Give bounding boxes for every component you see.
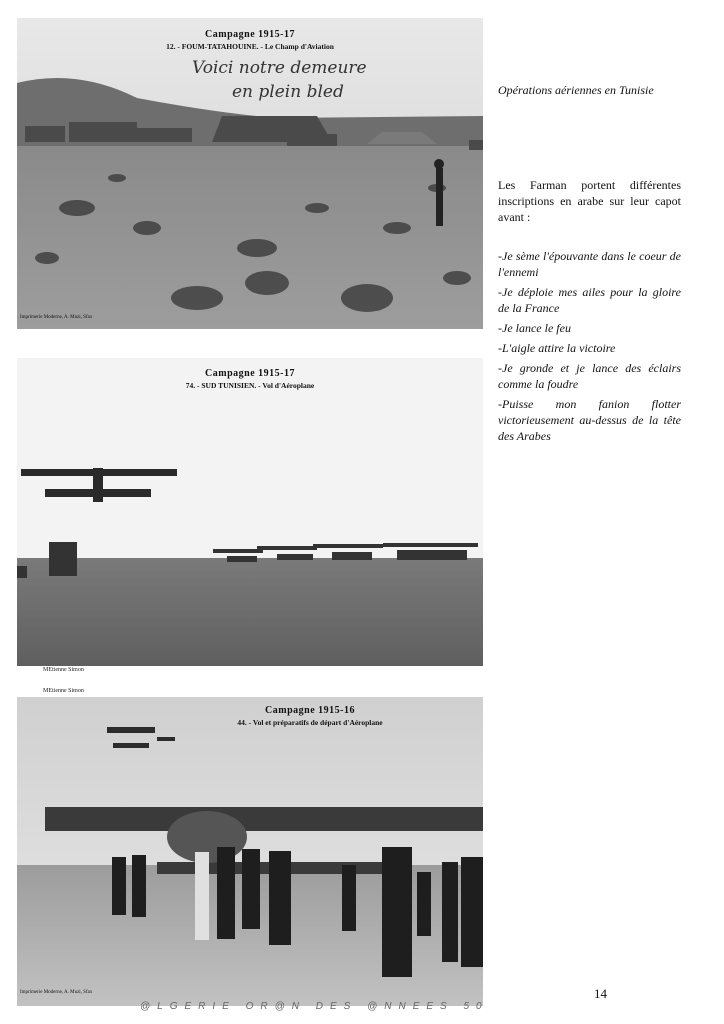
departure-image xyxy=(17,697,483,1006)
photo-caption-title: Campagne 1915-17 xyxy=(205,368,295,379)
page-number: 14 xyxy=(594,986,607,1001)
photo-credit: MEtienne Simon xyxy=(43,688,84,694)
inscription-item: -Je sème l'épouvante dans le coeur de l'ennemi xyxy=(498,249,681,279)
printer-mark: Imprimerie Moderne, A. Muzi, Sfax xyxy=(20,990,93,995)
photo-caption: 74. - SUD TUNISIEN. - Vol d'Aéroplane xyxy=(185,381,315,390)
inscription-item: -Je gronde et je lance des éclairs comme la foudre xyxy=(498,361,681,391)
handwritten-note-line1: Voici notre demeure xyxy=(192,58,367,78)
inscription-item: -Je lance le feu xyxy=(498,321,571,335)
inscriptions-list xyxy=(498,248,681,448)
inscription-item: -Puisse mon fanion flotter victorieusement au-dessus de la tête des Arabes xyxy=(498,397,681,443)
photo-caption-title: Campagne 1915-17 xyxy=(205,29,295,40)
photo-caption: 44. - Vol et préparatifs de départ d'Aéroplane xyxy=(237,718,383,727)
photo-credit: MEtienne Simon xyxy=(43,667,84,673)
inscription-item: -Je déploie mes ailes pour la gloire de la France xyxy=(498,285,681,315)
photo-caption: 12. - FOUM-TATAHOUINE. - Le Champ d'Aviation xyxy=(166,42,334,51)
section-title: Opérations aériennes en Tunisie xyxy=(498,83,654,97)
handwritten-note-line2: en plein bled xyxy=(232,82,344,102)
photo-caption-title: Campagne 1915-16 xyxy=(265,705,355,716)
inscription-item: -L'aigle attire la victoire xyxy=(498,341,616,355)
printer-mark: Imprimerie Moderne, A. Muzi, Sfax xyxy=(20,315,93,320)
photo-departure xyxy=(17,697,483,1006)
photo-flight xyxy=(17,358,483,666)
footer-watermark: @LGERIE OR@N DES @NNEES 50 xyxy=(140,1001,489,1012)
photo-airfield xyxy=(17,18,483,329)
intro-paragraph: Les Farman portent différentes inscriptions en arabe sur leur capot avant : xyxy=(498,178,681,224)
flight-image xyxy=(17,358,483,666)
